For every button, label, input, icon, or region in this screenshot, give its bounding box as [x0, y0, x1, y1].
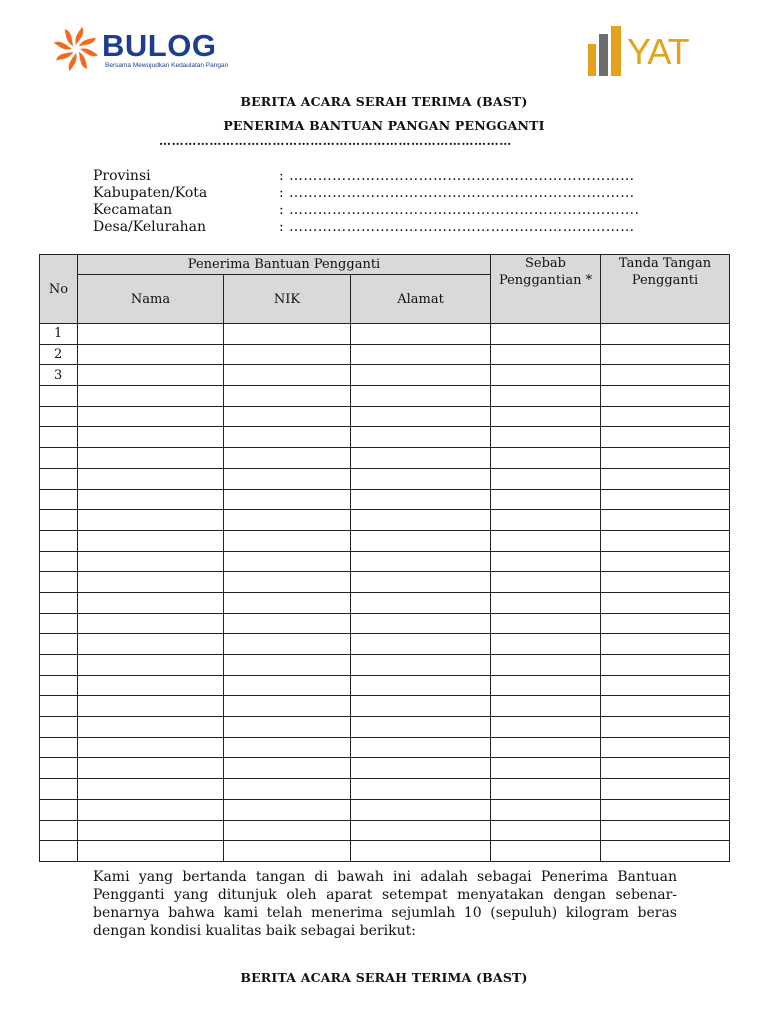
- table-row: [40, 489, 730, 510]
- building-bars-icon: [585, 24, 627, 78]
- nama-cell[interactable]: [78, 675, 224, 696]
- location-info: [93, 168, 639, 236]
- header-tanda-tangan: Tanda Tangan Pengganti: [601, 255, 730, 324]
- nama-cell[interactable]: [78, 427, 224, 448]
- nama-cell[interactable]: [78, 717, 224, 738]
- tanda-cell[interactable]: [601, 634, 730, 655]
- table-row: [40, 841, 730, 862]
- nik-cell[interactable]: [224, 675, 351, 696]
- nama-cell[interactable]: [78, 799, 224, 820]
- nik-cell[interactable]: [224, 841, 351, 862]
- statement-paragraph: Kami yang bertanda tangan di bawah ini adalah sebagai Penerima Bantuan Pengganti yang ditunjuk oleh aparat setempat menyatakan dengan sebenar-benarnya bahwa kami telah menerima sejumlah 10 (sepuluh) kilogram beras dengan kondisi kualitas baik sebagai berikut:: [93, 869, 677, 939]
- sebab-cell[interactable]: [491, 592, 601, 613]
- nik-cell[interactable]: [224, 427, 351, 448]
- bulog-logo: [52, 22, 252, 78]
- nama-cell[interactable]: [78, 324, 224, 345]
- sebab-cell[interactable]: [491, 717, 601, 738]
- tanda-cell[interactable]: [601, 675, 730, 696]
- alamat-cell[interactable]: [351, 737, 491, 758]
- tanda-cell[interactable]: [601, 841, 730, 862]
- tanda-cell[interactable]: [601, 386, 730, 407]
- table-row: [40, 779, 730, 800]
- nama-cell[interactable]: [78, 365, 224, 386]
- nik-cell[interactable]: [224, 634, 351, 655]
- nama-cell[interactable]: [78, 448, 224, 469]
- subtitle-dotted-line: …………………………………………………………………………: [159, 134, 512, 148]
- yat-logo: [585, 24, 715, 80]
- yat-wordmark: YAT: [627, 31, 689, 72]
- row-no-cell: [40, 675, 78, 696]
- sebab-cell[interactable]: [491, 799, 601, 820]
- bulog-wordmark: BULOG: [102, 28, 217, 63]
- alamat-cell[interactable]: [351, 696, 491, 717]
- alamat-cell[interactable]: [351, 675, 491, 696]
- tanda-cell[interactable]: [601, 365, 730, 386]
- table-row: [40, 717, 730, 738]
- tanda-cell[interactable]: [601, 820, 730, 841]
- footer-title: BERITA ACARA SERAH TERIMA (BAST): [240, 970, 528, 985]
- field-label: Desa/Kelurahan: [93, 219, 207, 235]
- sebab-cell[interactable]: [491, 820, 601, 841]
- table-row: [40, 655, 730, 676]
- table-row: [40, 530, 730, 551]
- header-group-recipient: Penerima Bantuan Pengganti: [78, 255, 491, 275]
- table-row: [40, 613, 730, 634]
- table-row: [40, 799, 730, 820]
- tanda-cell[interactable]: [601, 572, 730, 593]
- nik-cell[interactable]: [224, 530, 351, 551]
- alamat-cell[interactable]: [351, 758, 491, 779]
- row-no-cell: [40, 613, 78, 634]
- sebab-cell[interactable]: [491, 696, 601, 717]
- table-row: [40, 696, 730, 717]
- row-no-cell: [40, 799, 78, 820]
- row-no-cell: [40, 468, 78, 489]
- nama-cell[interactable]: [78, 468, 224, 489]
- tanda-cell[interactable]: [601, 655, 730, 676]
- nama-cell[interactable]: [78, 510, 224, 531]
- nama-cell[interactable]: [78, 530, 224, 551]
- document-title: BERITA ACARA SERAH TERIMA (BAST): [240, 94, 528, 109]
- table-row: [40, 427, 730, 448]
- tanda-cell[interactable]: [601, 799, 730, 820]
- nik-cell[interactable]: [224, 655, 351, 676]
- tanda-cell[interactable]: [601, 427, 730, 448]
- row-no-cell: 1: [40, 324, 78, 345]
- alamat-cell[interactable]: [351, 365, 491, 386]
- row-no-cell: [40, 758, 78, 779]
- alamat-cell[interactable]: [351, 489, 491, 510]
- table-row: [40, 324, 730, 345]
- tanda-cell[interactable]: [601, 530, 730, 551]
- sebab-cell[interactable]: [491, 365, 601, 386]
- header-no: No: [40, 255, 78, 324]
- nama-cell[interactable]: [78, 572, 224, 593]
- bulog-tagline: Bersama Mewujudkan Kedaulatan Pangan: [105, 62, 229, 69]
- table-row: [40, 675, 730, 696]
- tanda-cell[interactable]: [601, 406, 730, 427]
- nama-cell[interactable]: [78, 406, 224, 427]
- alamat-cell[interactable]: [351, 386, 491, 407]
- sebab-cell[interactable]: [491, 489, 601, 510]
- field-desa: [93, 219, 639, 236]
- nik-cell[interactable]: [224, 551, 351, 572]
- sebab-cell[interactable]: [491, 530, 601, 551]
- document-subtitle: PENERIMA BANTUAN PANGAN PENGGANTI: [223, 118, 545, 133]
- nama-cell[interactable]: [78, 779, 224, 800]
- row-no-cell: [40, 386, 78, 407]
- row-no-cell: [40, 592, 78, 613]
- sebab-cell[interactable]: [491, 779, 601, 800]
- nama-cell[interactable]: [78, 758, 224, 779]
- table-row: [40, 634, 730, 655]
- table-row: [40, 510, 730, 531]
- table-row: [40, 468, 730, 489]
- tanda-cell[interactable]: [601, 779, 730, 800]
- sebab-cell[interactable]: [491, 406, 601, 427]
- nik-cell[interactable]: [224, 406, 351, 427]
- nik-cell[interactable]: [224, 365, 351, 386]
- nik-cell[interactable]: [224, 696, 351, 717]
- row-no-cell: [40, 655, 78, 676]
- nik-cell[interactable]: [224, 344, 351, 365]
- alamat-cell[interactable]: [351, 551, 491, 572]
- nama-cell[interactable]: [78, 386, 224, 407]
- alamat-cell[interactable]: [351, 841, 491, 862]
- alamat-cell[interactable]: [351, 406, 491, 427]
- table-row: [40, 820, 730, 841]
- tanda-cell[interactable]: [601, 344, 730, 365]
- table-row: [40, 448, 730, 469]
- sebab-cell[interactable]: [491, 427, 601, 448]
- nama-cell[interactable]: [78, 592, 224, 613]
- header-nama: Nama: [78, 275, 224, 324]
- nik-cell[interactable]: [224, 468, 351, 489]
- alamat-cell[interactable]: [351, 592, 491, 613]
- row-no-cell: 3: [40, 365, 78, 386]
- nik-cell[interactable]: [224, 324, 351, 345]
- header-alamat: Alamat: [351, 275, 491, 324]
- tanda-cell[interactable]: [601, 592, 730, 613]
- row-no-cell: [40, 427, 78, 448]
- sebab-cell[interactable]: [491, 634, 601, 655]
- table-row: [40, 386, 730, 407]
- table-row: [40, 737, 730, 758]
- tanda-cell[interactable]: [601, 468, 730, 489]
- row-no-cell: [40, 841, 78, 862]
- field-label: Kecamatan: [93, 202, 173, 218]
- table-row: [40, 572, 730, 593]
- field-kabupaten: [93, 185, 639, 202]
- nik-cell[interactable]: [224, 737, 351, 758]
- sebab-cell[interactable]: [491, 468, 601, 489]
- header-nik: NIK: [224, 275, 351, 324]
- nama-cell[interactable]: [78, 634, 224, 655]
- nik-cell[interactable]: [224, 592, 351, 613]
- field-value: : ………………………………………………………………: [279, 219, 635, 235]
- table-body: [40, 324, 730, 862]
- row-no-cell: [40, 779, 78, 800]
- table-row: [40, 365, 730, 386]
- table-row: [40, 758, 730, 779]
- tanda-cell[interactable]: [601, 324, 730, 345]
- tanda-cell[interactable]: [601, 696, 730, 717]
- nama-cell[interactable]: [78, 551, 224, 572]
- row-no-cell: [40, 510, 78, 531]
- sebab-cell[interactable]: [491, 737, 601, 758]
- tanda-cell[interactable]: [601, 717, 730, 738]
- field-kecamatan: [93, 202, 639, 219]
- nik-cell[interactable]: [224, 820, 351, 841]
- sebab-cell[interactable]: [491, 675, 601, 696]
- nik-cell[interactable]: [224, 613, 351, 634]
- row-no-cell: [40, 551, 78, 572]
- row-no-cell: [40, 489, 78, 510]
- tanda-cell[interactable]: [601, 510, 730, 531]
- alamat-cell[interactable]: [351, 655, 491, 676]
- sebab-cell[interactable]: [491, 572, 601, 593]
- recipient-table: [39, 254, 730, 862]
- sebab-cell[interactable]: [491, 655, 601, 676]
- alamat-cell[interactable]: [351, 779, 491, 800]
- alamat-cell[interactable]: [351, 324, 491, 345]
- alamat-cell[interactable]: [351, 510, 491, 531]
- nama-cell[interactable]: [78, 489, 224, 510]
- sebab-cell[interactable]: [491, 324, 601, 345]
- nik-cell[interactable]: [224, 386, 351, 407]
- alamat-cell[interactable]: [351, 468, 491, 489]
- sebab-cell[interactable]: [491, 344, 601, 365]
- nik-cell[interactable]: [224, 717, 351, 738]
- nama-cell[interactable]: [78, 344, 224, 365]
- field-label: Kabupaten/Kota: [93, 185, 208, 201]
- table-row: [40, 592, 730, 613]
- alamat-cell[interactable]: [351, 427, 491, 448]
- row-no-cell: [40, 406, 78, 427]
- nama-cell[interactable]: [78, 737, 224, 758]
- field-value: : ………………………………………………………………: [279, 168, 635, 184]
- row-no-cell: [40, 530, 78, 551]
- nama-cell[interactable]: [78, 613, 224, 634]
- sebab-cell[interactable]: [491, 613, 601, 634]
- nik-cell[interactable]: [224, 510, 351, 531]
- alamat-cell[interactable]: [351, 530, 491, 551]
- table-row: [40, 551, 730, 572]
- alamat-cell[interactable]: [351, 820, 491, 841]
- field-provinsi: [93, 168, 639, 185]
- nama-cell[interactable]: [78, 655, 224, 676]
- row-no-cell: 2: [40, 344, 78, 365]
- table-row: [40, 344, 730, 365]
- nama-cell[interactable]: [78, 696, 224, 717]
- nik-cell[interactable]: [224, 799, 351, 820]
- nik-cell[interactable]: [224, 572, 351, 593]
- nama-cell[interactable]: [78, 841, 224, 862]
- nama-cell[interactable]: [78, 820, 224, 841]
- row-no-cell: [40, 737, 78, 758]
- tanda-cell[interactable]: [601, 737, 730, 758]
- sebab-cell[interactable]: [491, 448, 601, 469]
- row-no-cell: [40, 634, 78, 655]
- nik-cell[interactable]: [224, 448, 351, 469]
- sebab-cell[interactable]: [491, 386, 601, 407]
- nik-cell[interactable]: [224, 758, 351, 779]
- alamat-cell[interactable]: [351, 613, 491, 634]
- sebab-cell[interactable]: [491, 510, 601, 531]
- bulog-emblem-icon: [52, 24, 100, 74]
- field-value: : ……………………………………………………………….: [279, 202, 640, 218]
- row-no-cell: [40, 820, 78, 841]
- tanda-cell[interactable]: [601, 448, 730, 469]
- alamat-cell[interactable]: [351, 799, 491, 820]
- table-row: [40, 406, 730, 427]
- nik-cell[interactable]: [224, 489, 351, 510]
- alamat-cell[interactable]: [351, 344, 491, 365]
- field-value: : ………………………………………………………………: [279, 185, 635, 201]
- tanda-cell[interactable]: [601, 613, 730, 634]
- tanda-cell[interactable]: [601, 489, 730, 510]
- field-label: Provinsi: [93, 168, 151, 184]
- sebab-cell[interactable]: [491, 758, 601, 779]
- tanda-cell[interactable]: [601, 758, 730, 779]
- nik-cell[interactable]: [224, 779, 351, 800]
- tanda-cell[interactable]: [601, 551, 730, 572]
- alamat-cell[interactable]: [351, 572, 491, 593]
- header-sebab: Sebab Penggantian *: [491, 255, 601, 324]
- row-no-cell: [40, 696, 78, 717]
- alamat-cell[interactable]: [351, 448, 491, 469]
- sebab-cell[interactable]: [491, 551, 601, 572]
- sebab-cell[interactable]: [491, 841, 601, 862]
- row-no-cell: [40, 717, 78, 738]
- row-no-cell: [40, 572, 78, 593]
- alamat-cell[interactable]: [351, 717, 491, 738]
- alamat-cell[interactable]: [351, 634, 491, 655]
- row-no-cell: [40, 448, 78, 469]
